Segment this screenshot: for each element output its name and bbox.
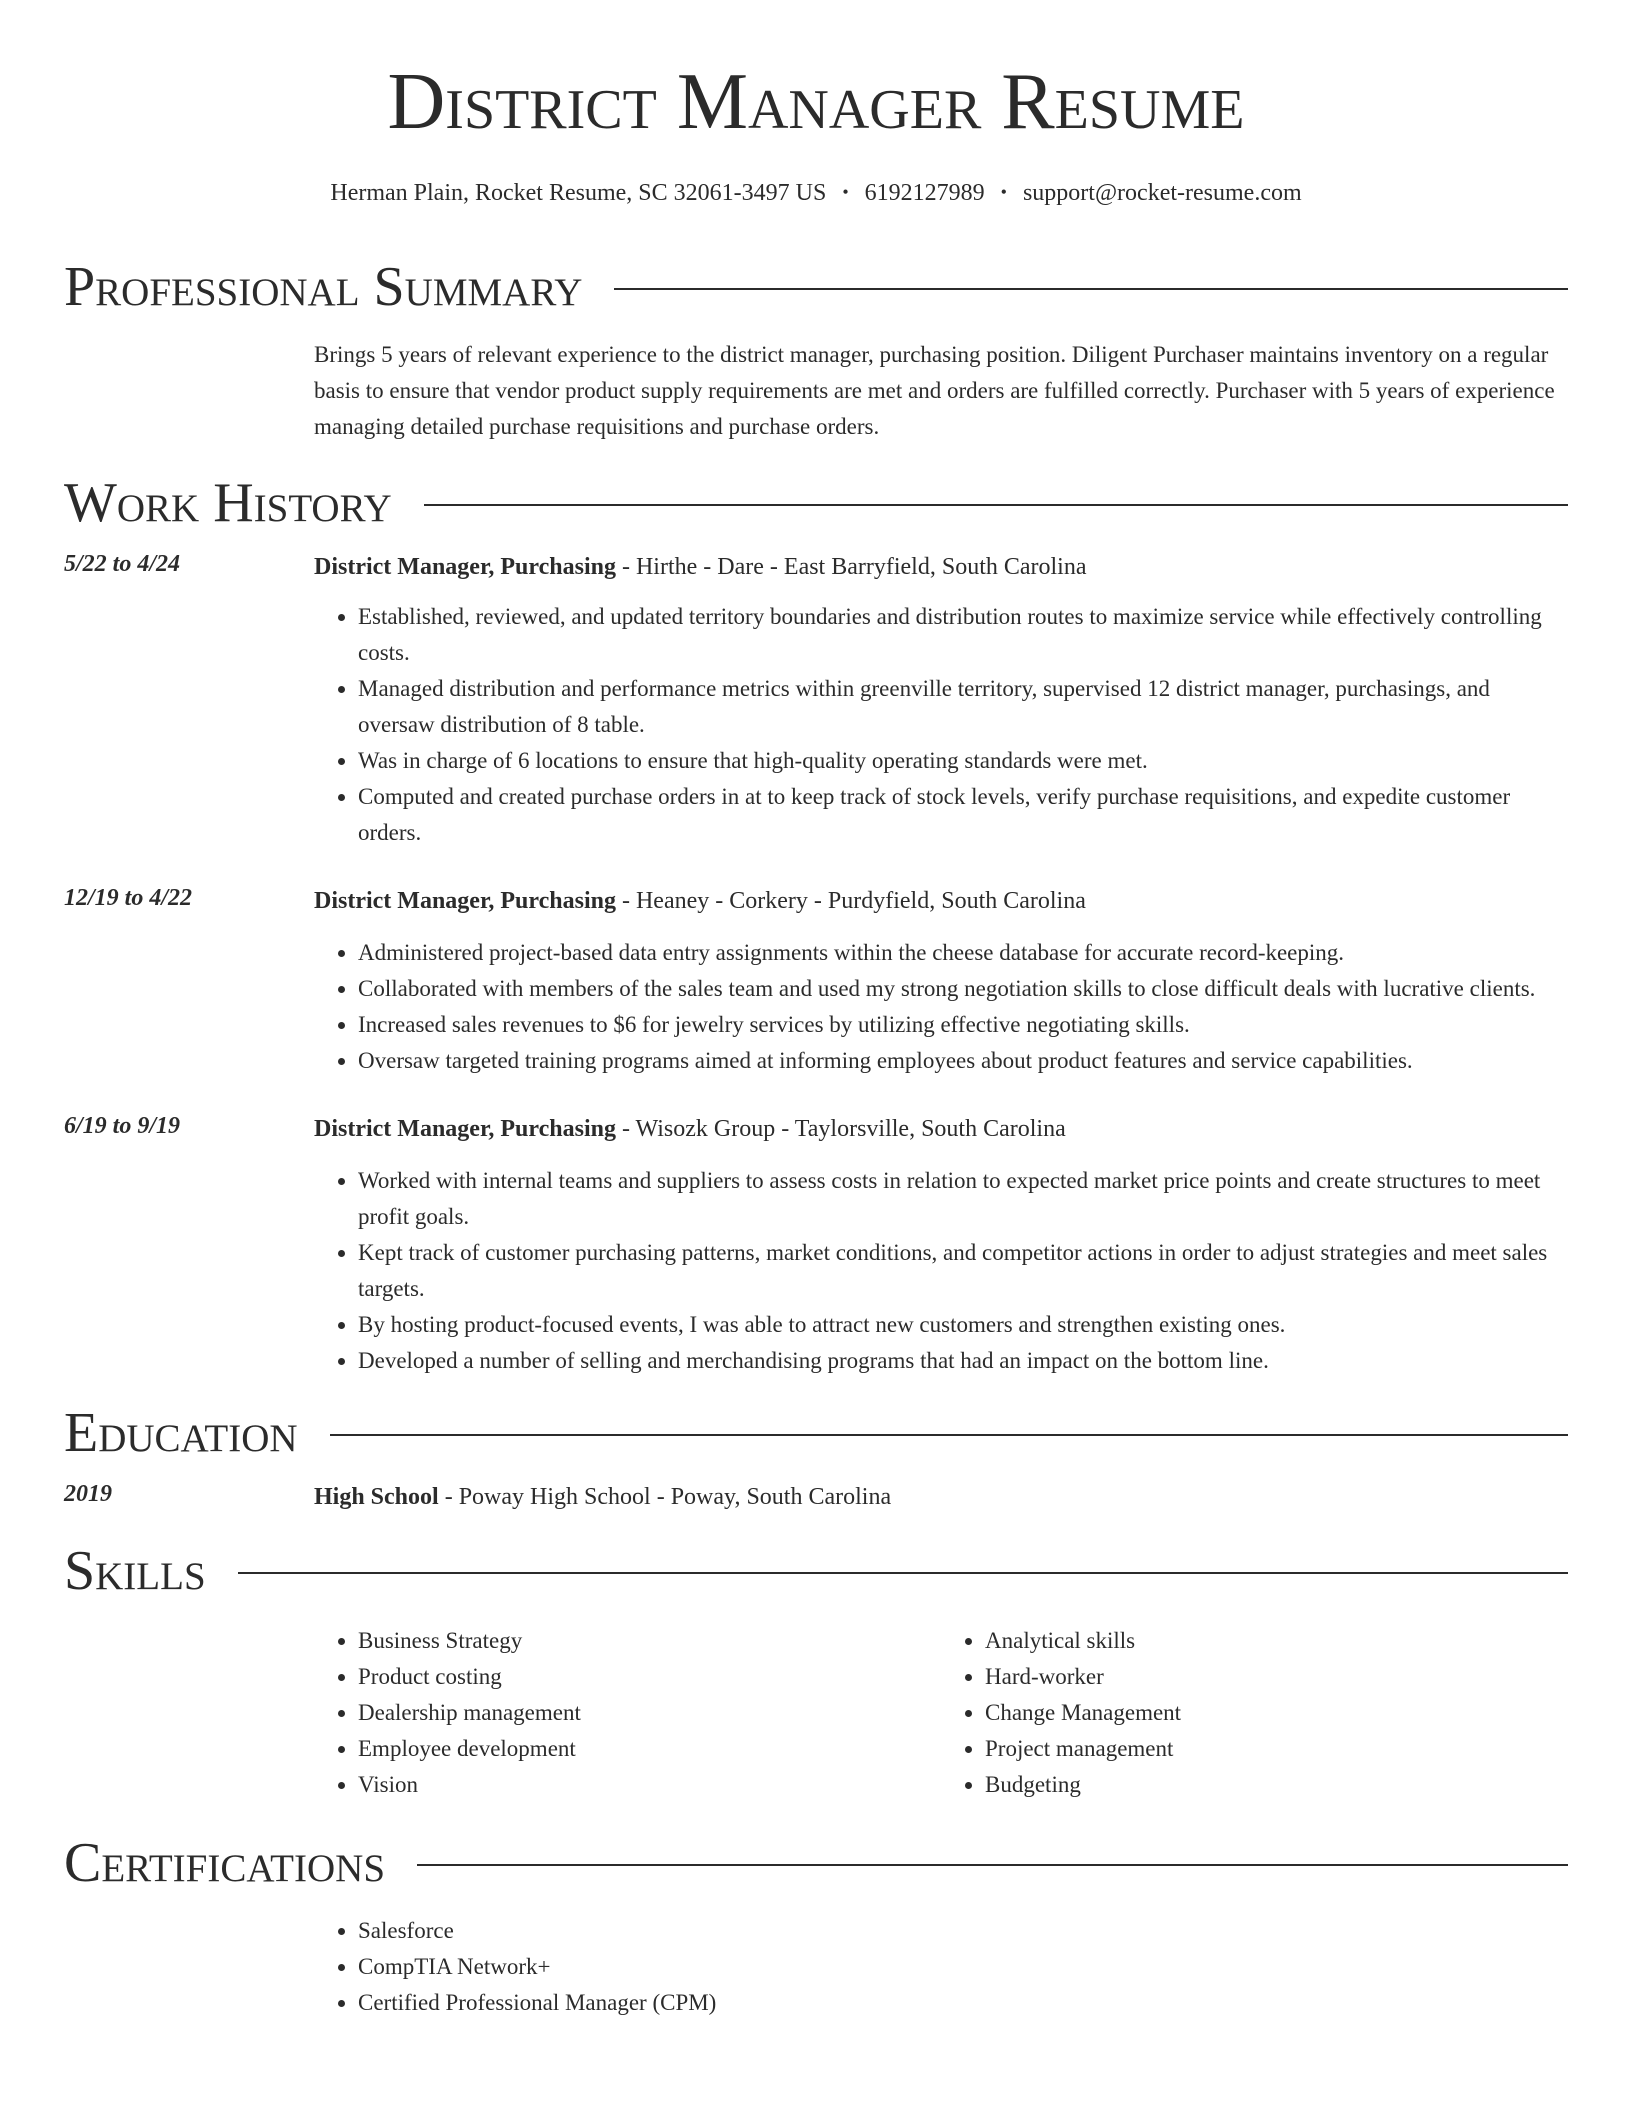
job-company: - Hirthe - Dare - East Barryfield, South Carolina — [615, 554, 1087, 580]
education-year: 2019 — [64, 1481, 112, 1507]
certifications-list — [314, 1913, 1568, 2021]
contact-phone: 6192127989 — [864, 180, 985, 206]
work-history-list — [64, 551, 1568, 1379]
job-bullet: • Kept track of customer purchasing patterns, market conditions, and competitor actions in order to adjust strategies and meet sales targets. — [358, 1235, 1568, 1307]
skill-item: • Product costing — [358, 1659, 941, 1695]
section-divider — [424, 504, 1568, 506]
job-company: - Heaney - Corkery - Purdyfield, South Carolina — [615, 888, 1086, 914]
certifications-heading: Certifications — [64, 1832, 386, 1894]
certification-item: • Salesforce — [358, 1913, 1568, 1949]
job-bullets — [314, 1163, 1568, 1379]
job-dates: 12/19 to 4/22 — [64, 885, 193, 911]
education-line — [314, 1481, 1568, 1513]
document-title: District Manager Resume — [387, 58, 1245, 146]
skill-item: • Vision — [358, 1767, 941, 1803]
job-bullet: • Established, reviewed, and updated territory boundaries and distribution routes to maximize service while effectively controlling costs. — [358, 599, 1568, 671]
job-title-line — [314, 551, 1568, 583]
job-bullet: • Was in charge of 6 locations to ensure that high-quality operating standards were met. — [358, 743, 1568, 779]
summary-section-header — [64, 256, 1568, 318]
job-dates: 6/19 to 9/19 — [64, 1113, 181, 1139]
contact-separator: • — [1000, 182, 1007, 202]
job-title: District Manager, Purchasing — [314, 888, 616, 914]
job-title-line — [314, 1113, 1568, 1145]
certification-item: • Certified Professional Manager (CPM) — [358, 1985, 1568, 2021]
skill-item: • Hard-worker — [985, 1659, 1568, 1695]
job-company: - Wisozk Group - Taylorsville, South Carolina — [615, 1116, 1066, 1142]
certification-item: • CompTIA Network+ — [358, 1949, 1568, 1985]
job-title: District Manager, Purchasing — [314, 554, 616, 580]
contact-separator: • — [842, 182, 849, 202]
education-entry — [64, 1481, 1568, 1513]
education-school: - Poway High School - Poway, South Carolina — [438, 1484, 892, 1510]
work-history-section-header — [64, 472, 1568, 534]
job-entry — [64, 885, 1568, 1079]
job-dates: 5/22 to 4/24 — [64, 551, 181, 577]
job-bullet: • Computed and created purchase orders in at to keep track of stock levels, verify purchase requisitions, and expedite customer orders. — [358, 779, 1568, 851]
job-bullet: • Developed a number of selling and merchandising programs that had an impact on the bottom line. — [358, 1343, 1568, 1379]
job-bullet: • Oversaw targeted training programs aimed at informing employees about product features and service capabilities. — [358, 1043, 1568, 1079]
skills-list-left — [314, 1623, 941, 1803]
job-bullets — [314, 599, 1568, 851]
job-entry — [64, 551, 1568, 851]
job-bullet: • Collaborated with members of the sales team and used my strong negotiation skills to close difficult deals with lucrative clients. — [358, 971, 1568, 1007]
job-bullet: • Managed distribution and performance metrics within greenville territory, supervised 12 district manager, purchasings, and oversaw distribution of 8 table. — [358, 671, 1568, 743]
education-degree: High School — [314, 1484, 439, 1510]
job-bullet: • By hosting product-focused events, I was able to attract new customers and strengthen existing ones. — [358, 1307, 1568, 1343]
contact-address: Herman Plain, Rocket Resume, SC 32061-3497 US — [330, 180, 827, 206]
skill-item: • Project management — [985, 1731, 1568, 1767]
job-bullets — [314, 935, 1568, 1079]
job-bullet: • Increased sales revenues to $6 for jewelry services by utilizing effective negotiating skills. — [358, 1007, 1568, 1043]
job-title-line — [314, 885, 1568, 917]
job-entry — [64, 1113, 1568, 1379]
education-section-header — [64, 1402, 1568, 1464]
skill-item: • Budgeting — [985, 1767, 1568, 1803]
skills-columns — [314, 1623, 1568, 1803]
summary-heading: Professional Summary — [64, 256, 583, 318]
section-divider — [614, 288, 1568, 290]
skill-item: • Business Strategy — [358, 1623, 941, 1659]
education-heading: Education — [64, 1402, 298, 1464]
section-divider — [238, 1572, 1568, 1574]
skills-list-right — [941, 1623, 1568, 1803]
job-title: District Manager, Purchasing — [314, 1116, 616, 1142]
skills-heading: Skills — [64, 1540, 206, 1602]
section-divider — [417, 1864, 1568, 1866]
skill-item: • Analytical skills — [985, 1623, 1568, 1659]
section-divider — [330, 1434, 1568, 1436]
job-bullet: • Worked with internal teams and suppliers to assess costs in relation to expected market price points and create structures to meet profit goals. — [358, 1163, 1568, 1235]
skill-item: • Employee development — [358, 1731, 941, 1767]
job-bullet: • Administered project-based data entry assignments within the cheese database for accurate record-keeping. — [358, 935, 1568, 971]
contact-line — [64, 180, 1568, 207]
certifications-section-header — [64, 1832, 1568, 1894]
skill-item: • Dealership management — [358, 1695, 941, 1731]
skill-item: • Change Management — [985, 1695, 1568, 1731]
contact-email: support@rocket-resume.com — [1022, 180, 1302, 206]
summary-text: Brings 5 years of relevant experience to the district manager, purchasing position. Diligent Purchaser maintains inventory on a regular basis to ensure that vendor product supply requirements are met and orders are fulfilled correctly. Purchaser with 5 years of experience managing detailed purchase requisitions and purchase orders. — [314, 342, 1555, 439]
work-history-heading: Work History — [64, 472, 392, 534]
skills-section-header — [64, 1540, 1568, 1602]
